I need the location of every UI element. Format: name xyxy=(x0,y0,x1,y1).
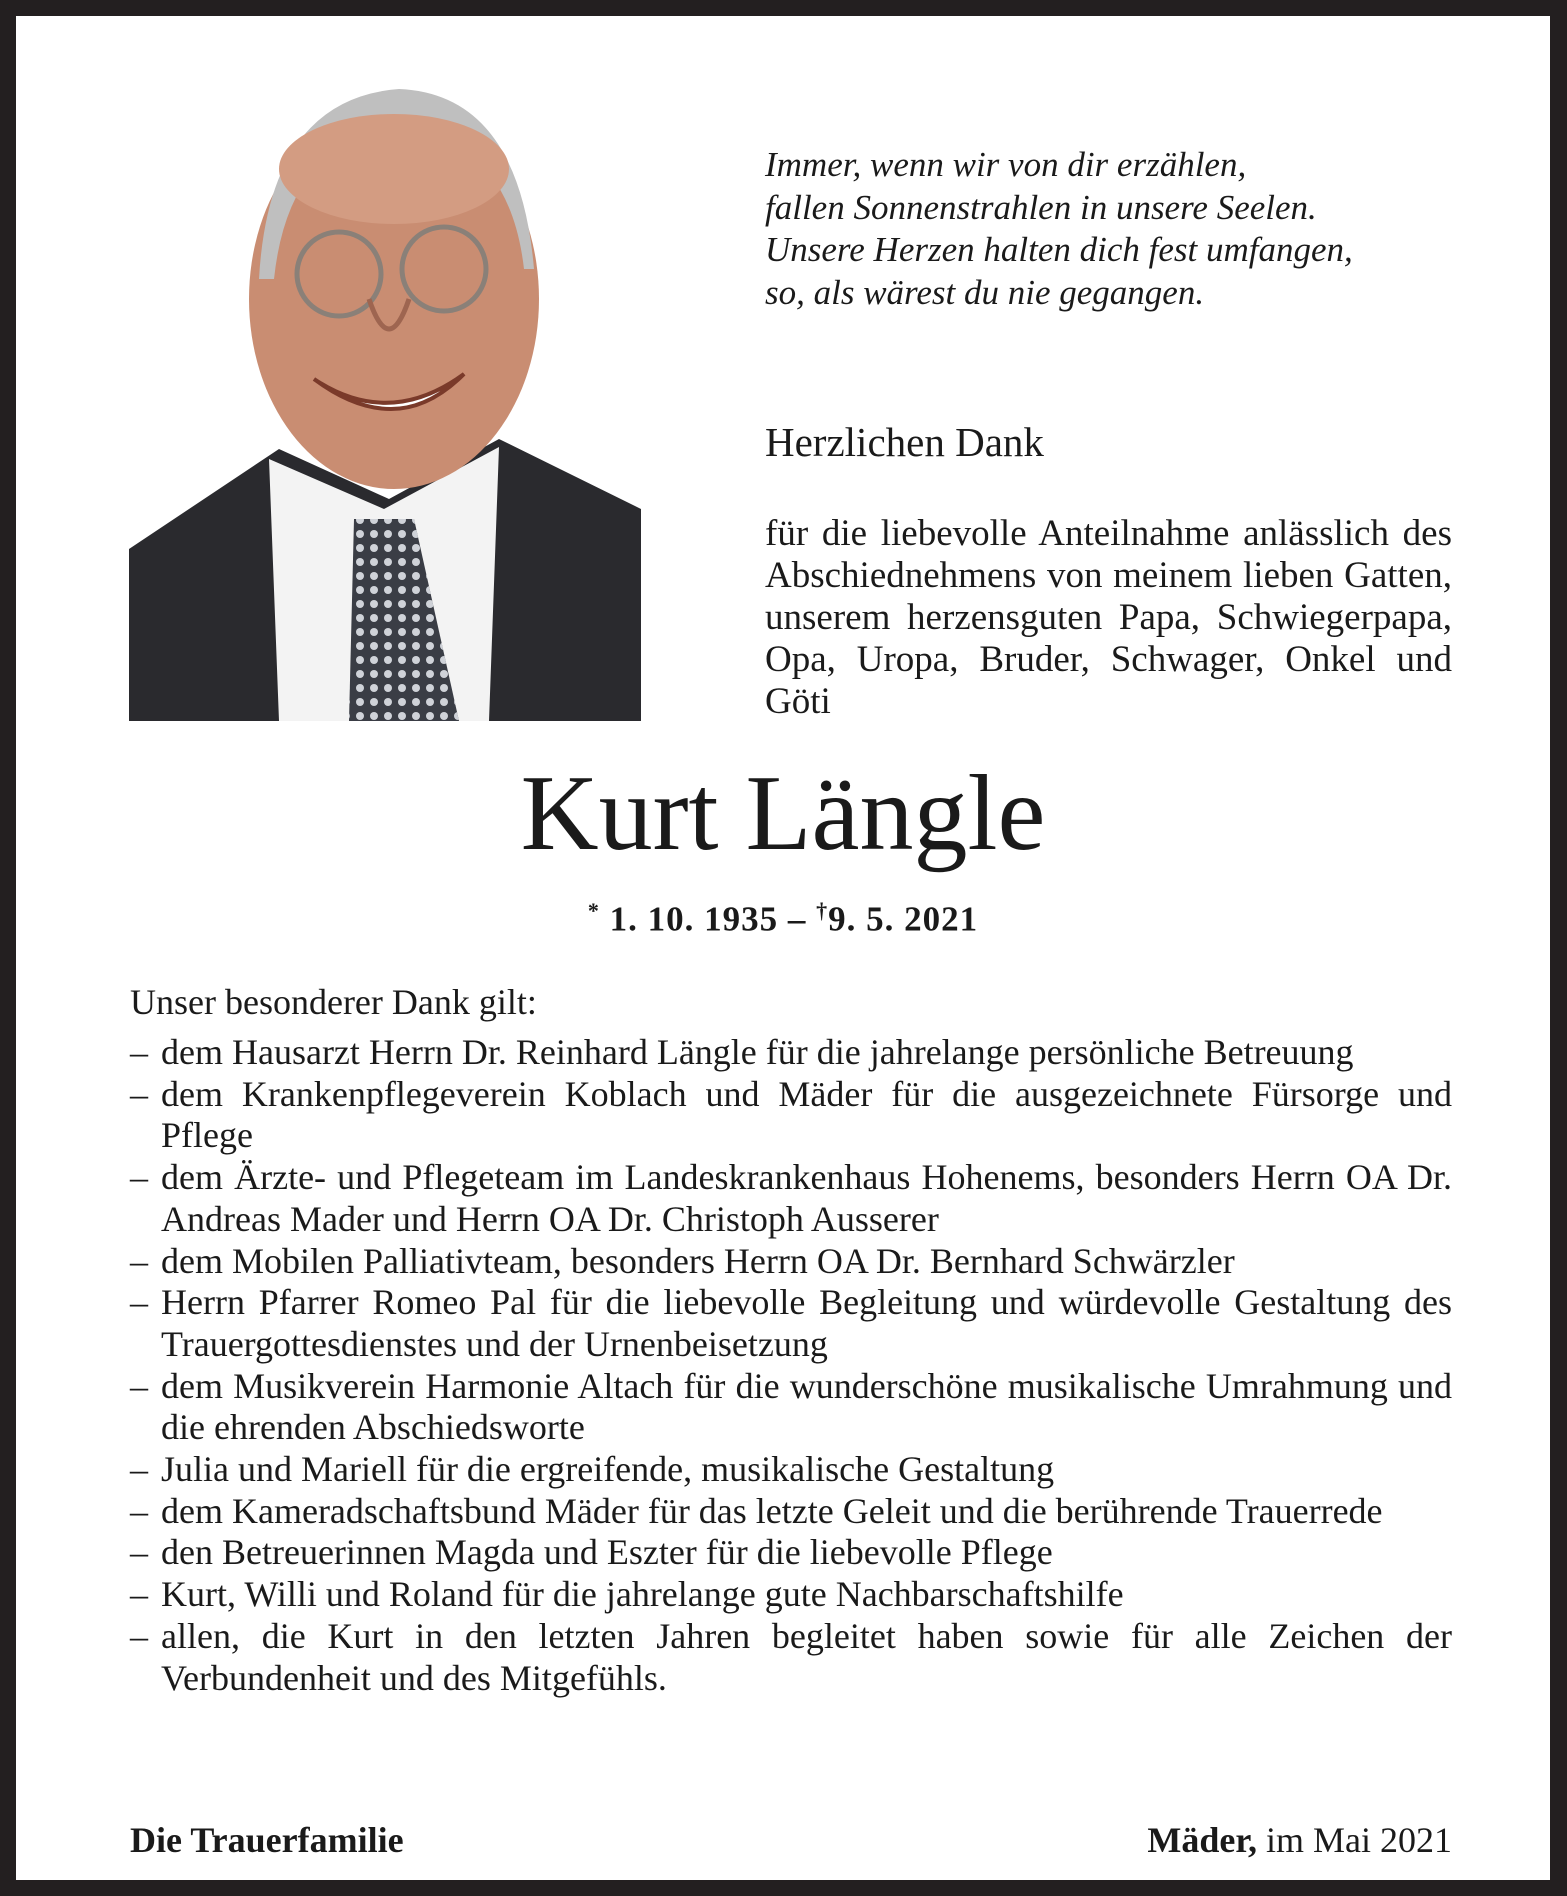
thanks-item-text: dem Ärzte- und Pflegeteam im Landeskrankenhaus Hohenems, besonders Herrn OA Dr. Andreas Mader und Herrn OA Dr. Christoph Ausserer xyxy=(161,1157,1452,1239)
thanks-item-text: Julia und Mariell für die ergreifende, musikalische Gestaltung xyxy=(161,1449,1055,1490)
birth-date: 1. 10. 1935 xyxy=(609,899,779,939)
list-dash: – xyxy=(130,1240,148,1281)
thanks-item-text: Herrn Pfarrer Romeo Pal für die liebevolle Begleitung und würdevolle Gestaltung des Trauergottesdienstes und der Urnenbeisetzung xyxy=(161,1282,1452,1364)
list-dash: – xyxy=(130,1532,148,1573)
date: im Mai 2021 xyxy=(1266,1820,1452,1860)
thanks-text: für die liebevolle Anteilnahme anlässlich des Abschiednehmens von meinem lieben Gatten, unserem herzensguten Papa, Schwiegerpapa, Opa, Uropa, Bruder, Schwager, Onkel und Göti xyxy=(765,513,1452,722)
thanks-list-item xyxy=(130,1574,1452,1616)
list-dash: – xyxy=(130,1574,148,1615)
thanks-item-text: dem Krankenpflegeverein Koblach und Mäder für die ausgezeichnete Fürsorge und Pflege xyxy=(161,1073,1452,1156)
place-date xyxy=(1147,1819,1452,1861)
life-dates xyxy=(16,898,1550,940)
list-dash: – xyxy=(130,1073,148,1114)
signature: Die Trauerfamilie xyxy=(130,1820,404,1860)
born-symbol: * xyxy=(587,898,600,923)
list-dash: – xyxy=(130,1615,148,1656)
quote-line: Unsere Herzen halten dich fest umfangen, xyxy=(765,230,1353,269)
special-thanks-intro: Unser besonderer Dank gilt: xyxy=(130,982,537,1022)
died-symbol: † xyxy=(816,898,829,923)
obituary-card xyxy=(16,16,1550,1880)
portrait-photo xyxy=(129,79,641,721)
quote-line: Immer, wenn wir von dir erzählen, xyxy=(765,145,1247,184)
thanks-list xyxy=(130,1032,1452,1699)
thanks-item-text: Kurt, Willi und Roland für die jahrelange gute Nachbarschaftshilfe xyxy=(161,1574,1124,1615)
thanks-heading: Herzlichen Dank xyxy=(765,419,1044,465)
deceased-name: Kurt Längle xyxy=(520,754,1046,873)
list-dash: – xyxy=(130,1282,148,1323)
thanks-list-item xyxy=(130,1449,1452,1491)
thanks-item-text: dem Kameradschaftsbund Mäder für das letzte Geleit und die berührende Trauerrede xyxy=(161,1490,1383,1531)
quote-line: so, als wärest du nie gegangen. xyxy=(765,272,1205,312)
thanks-list-item xyxy=(130,1491,1452,1533)
thanks-list-item xyxy=(130,1532,1452,1574)
thanks-item-text: allen, die Kurt in den letzten Jahren begleitet haben sowie für alle Zeichen der Verbundenheit und des Mitgefühls. xyxy=(161,1615,1452,1698)
list-dash: – xyxy=(130,1365,148,1406)
thanks-list-item xyxy=(130,1074,1452,1157)
death-date: 9. 5. 2021 xyxy=(828,899,979,939)
thanks-list-item xyxy=(130,1241,1452,1283)
list-dash: – xyxy=(130,1449,148,1490)
thanks-list-item xyxy=(130,1157,1452,1240)
memorial-quote xyxy=(765,144,1485,314)
list-dash: – xyxy=(130,1032,148,1072)
thanks-item-text: dem Mobilen Palliativteam, besonders Herrn OA Dr. Bernhard Schwärzler xyxy=(161,1240,1235,1281)
thanks-list-item xyxy=(130,1616,1452,1699)
thanks-list-item xyxy=(130,1032,1452,1074)
list-dash: – xyxy=(130,1490,148,1531)
thanks-list-item xyxy=(130,1282,1452,1365)
place: Mäder, xyxy=(1147,1820,1257,1860)
list-dash: – xyxy=(130,1157,148,1198)
thanks-item-text: dem Musikverein Harmonie Altach für die wunderschöne musikalische Umrahmung und die ehrenden Abschiedsworte xyxy=(161,1365,1452,1448)
thanks-item-text: den Betreuerinnen Magda und Eszter für die liebevolle Pflege xyxy=(161,1532,1053,1573)
quote-line: fallen Sonnenstrahlen in unsere Seelen. xyxy=(765,187,1317,227)
thanks-list-item xyxy=(130,1366,1452,1449)
thanks-item-text: dem Hausarzt Herrn Dr. Reinhard Längle für die jahrelange persönliche Betreuung xyxy=(161,1032,1354,1072)
date-separator: – xyxy=(787,899,807,939)
